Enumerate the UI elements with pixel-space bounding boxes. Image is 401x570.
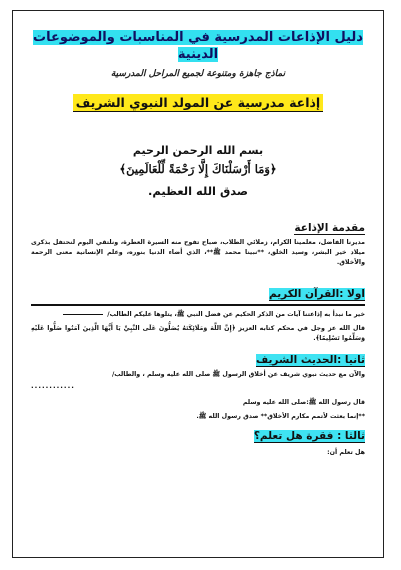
quran-section [31, 288, 365, 344]
hadith-line-3: **إنما بعثت لأتمم مكارم الأخلاق** صدق رسول الله ﷺ. [196, 413, 365, 420]
basmala: بسم الله الرحمن الرحيم [132, 144, 264, 157]
radio-title-text: إذاعة مدرسية عن المولد النبوي الشريف [73, 94, 323, 112]
document-page [12, 10, 384, 558]
radio-title [13, 95, 383, 110]
intro-heading: مقدمة الإذاعة [294, 222, 365, 234]
blank-line [63, 314, 103, 315]
quran-divider [31, 304, 365, 306]
opening-verse: ﴿وَمَا أَرْسَلْنَاكَ إِلَّا رَحْمَةً لِّلْعَالَمِينَ﴾ [119, 162, 277, 176]
document-subtitle: نماذج جاهزة ومتنوعة لجميع المراحل المدرسية [110, 69, 286, 79]
intro-section [31, 222, 365, 268]
quran-line-2: قال الله عز وجل في محكم كتابه العزيز ﴿إِنَّ اللَّهَ وَمَلَائِكَتَهُ يُصَلُّونَ عَلَى النَّبِيِّ يَا أَيُّهَا الَّذِينَ آمَنُوا صَلُّوا عَلَيْهِ وَسَلِّمُوا تَسْلِيمًا﴾. [31, 325, 365, 342]
did-you-know-line-1: هل تعلم أن: [327, 449, 365, 456]
did-you-know-heading: ثالثا : فقرة هل تعلم؟ [253, 430, 365, 442]
quran-heading: اولا :القرآن الكريم [268, 288, 365, 300]
hadith-dots: ............ [31, 382, 75, 390]
sadaq-line: صدق الله العظيم. [147, 184, 248, 198]
document-header [13, 29, 383, 79]
document-title-text: دليل الإذاعات المدرسية في المناسبات والموضوعات الدينية [33, 30, 363, 62]
intro-text: مديرنا الفاضل، معلمينا الكرام، زملائي الطلاب، صباح تفوح منه السيرة العطرة، ونلتقي اليوم لنحتفل بذكرى ميلاد خير البشر، وسيد الخلق، **نبينا محمد ﷺ**، الذي أضاء الدنيا بنوره، وعلم الإنسانية معنى الرحمة والأخلاق. [31, 239, 365, 266]
hadith-heading: ثانيا :الحديث الشريف [255, 354, 365, 366]
did-you-know-section [31, 430, 365, 458]
quran-line-1: خير ما نبدأ به إذاعتنا آيات من الذكر الحكيم عن فضل النبي ﷺ، يتلوها عليكم الطالب/ [31, 310, 365, 320]
hadith-line-2: قال رسول الله ﷺ:صلى الله عليه وسلم [242, 399, 365, 406]
hadith-section [31, 354, 365, 422]
document-title [13, 29, 383, 63]
hadith-line-1: والآن مع حديث نبوي شريف عن أخلاق الرسول ﷺ صلى الله عليه وسلم ، والطالب/ [111, 371, 365, 378]
